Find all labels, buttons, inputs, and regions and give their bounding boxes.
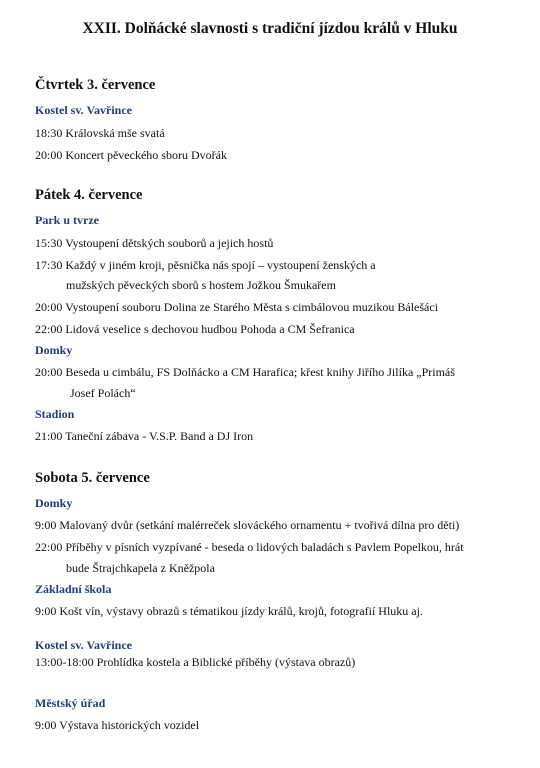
venue-heading: Základní škola [35,582,112,596]
event-line: 22:00 Příběhy v písních vyzpívané - beseda o lidových baladách s Pavlem Popelkou, hrát [35,540,464,554]
venue-heading: Kostel sv. Vavřince [35,103,133,117]
event-line: 15:30 Vystoupení dětských souborů a jejich hostů [35,236,274,250]
event-line-continuation: mužských pěveckých sborů s hostem Jožkou Šmukařem [66,278,336,292]
event-line: 17:30 Každý v jiném kroji, pěsnička nás spojí – vystoupení ženských a [35,258,376,272]
venue-heading: Park u tvrze [35,213,99,227]
day-heading-thursday: Čtvrtek 3. července [35,77,156,93]
venue-heading: Domky [35,496,73,510]
venue-heading: Stadion [35,407,75,421]
event-line: 13:00-18:00 Prohlídka kostela a Biblické příběhy (výstava obrazů) [35,655,356,669]
day-heading-saturday: Sobota 5. července [35,470,150,486]
event-line: 9:00 Výstava historických vozidel [35,718,200,732]
event-line: 21:00 Taneční zábava - V.S.P. Band a DJ Iron [35,429,254,443]
day-heading-friday: Pátek 4. července [35,187,143,203]
event-line: 20:00 Koncert pěveckého sboru Dvořák [35,148,227,162]
venue-heading: Domky [35,343,73,357]
event-line-continuation: Josef Polách“ [70,386,136,400]
event-line: 22:00 Lidová veselice s dechovou hudbou Pohoda a CM Šefranica [35,322,355,336]
event-line: 20:00 Vystoupení souboru Dolina ze Starého Města s cimbálovou muzikou Bálešáci [35,300,439,314]
event-line: 20:00 Beseda u cimbálu, FS Dolňácko a CM Harafica; křest knihy Jiřího Jilíka „Primáš [35,365,455,379]
event-line: 18:30 Královská mše svatá [35,126,165,140]
venue-heading: Městský úřad [35,696,106,710]
event-line-continuation: bude Štrajchkapela z Kněžpola [66,561,215,575]
page-title: XXII. Dolňácké slavnosti s tradiční jízdou králů v Hluku [82,20,458,37]
event-line: 9:00 Malovaný dvůr (setkání malérreček slováckého ornamentu + tvořivá dílna pro děti) [35,518,460,532]
venue-heading: Kostel sv. Vavřince [35,638,133,652]
event-line: 9:00 Košt vín, výstavy obrazů s tématikou jízdy králů, krojů, fotografií Hluku aj. [35,604,423,618]
